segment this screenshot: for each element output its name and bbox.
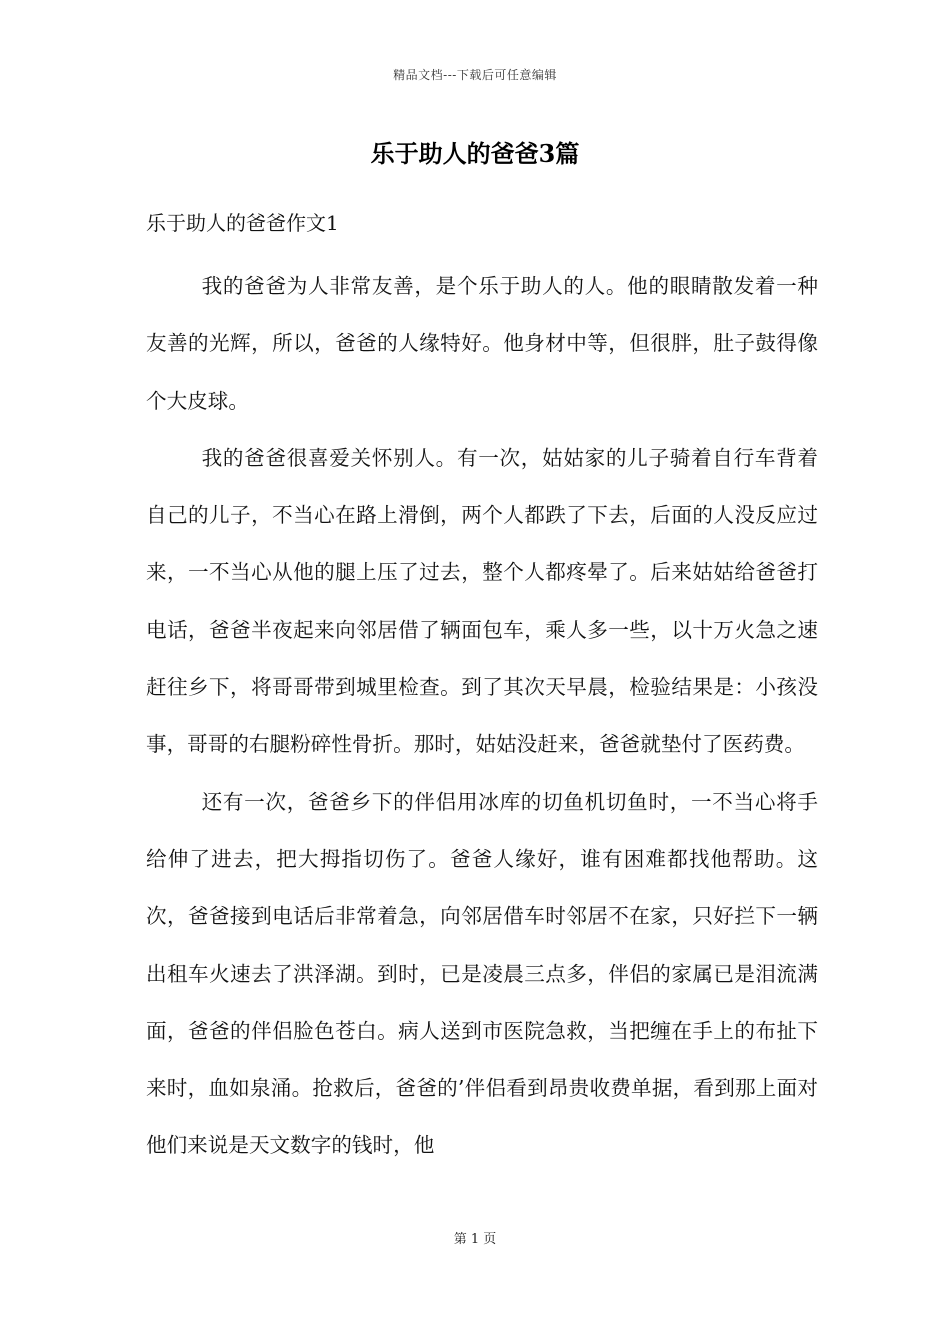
paragraph: 我的爸爸很喜爱关怀别人。有一次，姑姑家的儿子骑着自行车背着自己的儿子，不当心在路上滑倒，两个人都跌了下去，后面的人没反应过来，一不当心从他的腿上压了过去，整个人都疼晕了。后来姑姑给爸爸打电话，爸爸半夜起来向邻居借了辆面包车，乘人多一些，以十万火急之速赶往乡下，将哥哥带到城里检查。到了其次天早晨，检验结果是：小孩没事，哥哥的右腿粉碎性骨折。那时，姑姑没赶来，爸爸就垫付了医药费。 [146, 445, 818, 757]
document-title: 乐于助人的爸爸3篇 [370, 139, 580, 168]
paragraph: 我的爸爸为人非常友善，是个乐于助人的人。他的眼睛散发着一种友善的光辉，所以，爸爸的人缘特好。他身材中等，但很胖，肚子鼓得像个大皮球。 [146, 274, 818, 413]
paragraph: 还有一次，爸爸乡下的伴侣用冰库的切鱼机切鱼时，一不当心将手给伸了进去，把大拇指切伤了。爸爸人缘好，谁有困难都找他帮助。这次，爸爸接到电话后非常着急，向邻居借车时邻居不在家，只好拦下一辆出租车火速去了洪泽湖。到时，已是凌晨三点多，伴侣的家属已是泪流满面，爸爸的伴侣脸色苍白。病人送到市医院急救，当把缠在手上的布扯下来时，血如泉涌。抢救后，爸爸的’伴侣看到昂贵收费单据，看到那上面对他们来说是天文数字的钱时，他 [146, 789, 818, 1158]
header-note: 精品文档---下载后可任意编辑 [393, 68, 557, 82]
page-number: 第 1 页 [453, 1232, 497, 1247]
section-title: 乐于助人的爸爸作文1 [146, 211, 339, 235]
document-body [146, 258, 818, 1175]
